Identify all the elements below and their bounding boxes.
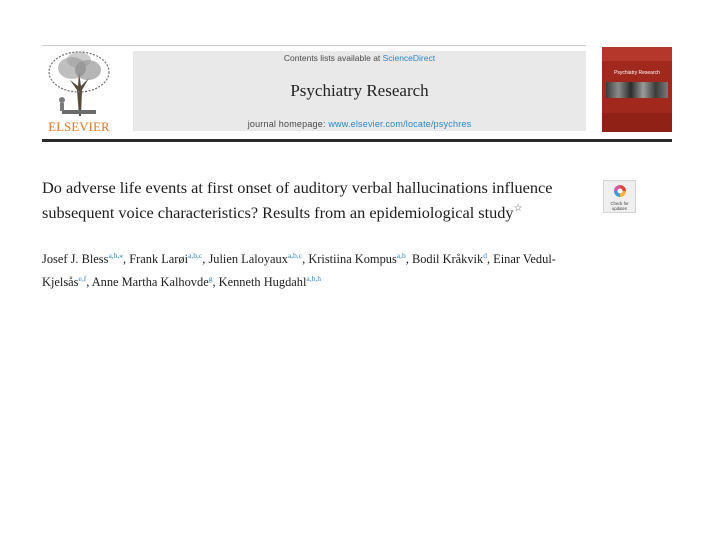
homepage-link[interactable]: www.elsevier.com/locate/psychres <box>328 119 472 129</box>
author-separator: , <box>212 275 219 289</box>
author-separator: , <box>302 252 309 266</box>
author-affiliation[interactable]: g <box>208 274 213 283</box>
author-name: Julien Laloyaux <box>208 252 288 266</box>
top-rule <box>42 45 586 46</box>
check-updates-icon <box>613 184 627 200</box>
author-affiliation[interactable]: a,b <box>396 251 406 260</box>
author-separator: , <box>486 252 494 266</box>
author[interactable] <box>42 252 129 266</box>
author[interactable] <box>412 252 493 266</box>
elsevier-wordmark: ELSEVIER <box>48 120 110 134</box>
author[interactable] <box>308 252 412 266</box>
elsevier-tree-icon <box>42 50 116 118</box>
author-separator: , <box>123 252 130 266</box>
author-name: Josef J. Bless <box>42 252 109 266</box>
author[interactable] <box>208 252 308 266</box>
author-affiliation[interactable]: a,b,h <box>306 274 321 283</box>
journal-cover[interactable] <box>602 47 672 132</box>
article-title-text: Do adverse life events at first onset of auditory verbal hallucinations influence subsequent voice characteristics? Results from an epidemiological study <box>42 178 553 222</box>
author-affiliation[interactable]: d <box>483 251 487 260</box>
author[interactable] <box>129 252 208 266</box>
author-list <box>42 246 602 292</box>
sciencedirect-link[interactable]: ScienceDirect <box>382 53 436 63</box>
author-name: Kenneth Hugdahl <box>218 275 307 289</box>
cover-title: Psychiatry Research <box>614 70 660 76</box>
journal-header <box>133 51 586 131</box>
title-footnote-marker[interactable]: ☆ <box>513 203 523 214</box>
cover-top-band <box>602 47 672 61</box>
contents-line <box>133 53 586 63</box>
author-affiliation[interactable]: a,b,c <box>188 251 203 260</box>
author-separator: , <box>202 252 209 266</box>
cover-image <box>606 82 668 98</box>
author-separator: , <box>86 275 92 289</box>
author-name: Bodil Kråkvik <box>411 252 484 266</box>
author-name: Einar Vedul-Kjelsås <box>42 252 556 289</box>
homepage-prefix: journal homepage: <box>247 119 329 129</box>
cover-bottom-band <box>602 113 672 132</box>
journal-title[interactable]: Psychiatry Research <box>290 81 429 100</box>
homepage-line <box>133 119 586 129</box>
elsevier-logo[interactable] <box>42 50 116 134</box>
check-for-updates-button[interactable] <box>603 180 636 213</box>
author-name: Anne Martha Kalhovde <box>91 275 209 289</box>
header-rule <box>42 139 672 142</box>
author-separator: , <box>405 252 412 266</box>
author-name: Kristiina Kompus <box>308 252 397 266</box>
author[interactable] <box>219 275 321 289</box>
author[interactable] <box>92 275 219 289</box>
author-affiliation[interactable]: a,b,c <box>287 251 303 260</box>
article-title <box>42 177 597 223</box>
author-affiliation[interactable]: e,f <box>78 274 87 283</box>
check-updates-label: Check for updates <box>610 201 629 211</box>
contents-prefix: Contents lists available at <box>283 53 383 63</box>
author-affiliation[interactable]: a,b,⁎ <box>108 251 124 260</box>
author-name: Frank Larøi <box>129 252 189 266</box>
